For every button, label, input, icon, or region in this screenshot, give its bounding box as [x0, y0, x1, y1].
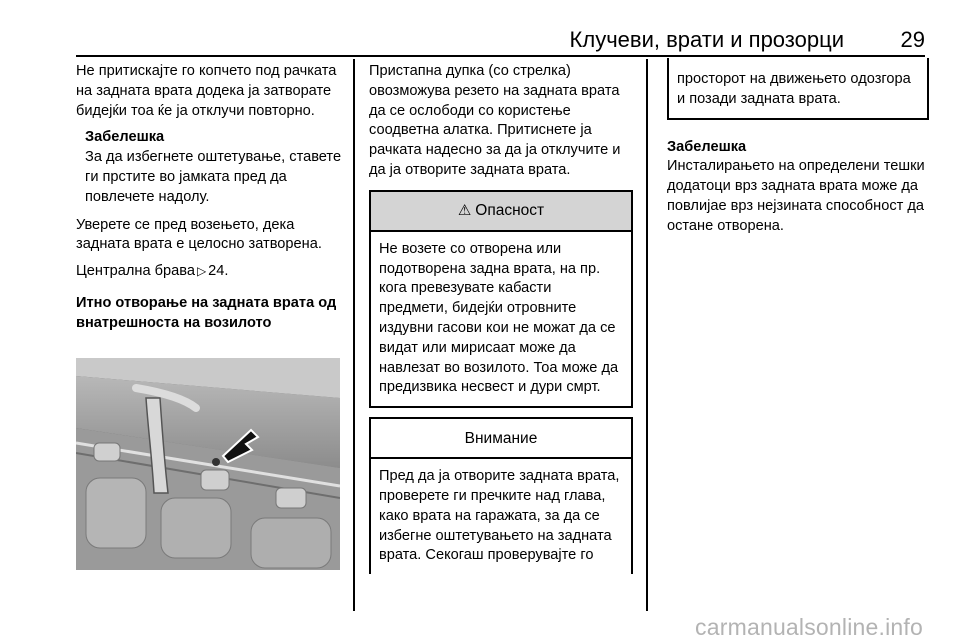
column-divider-2	[646, 59, 648, 611]
paragraph-do-not-press-button: Не притискајте го копчето под рачката на задната врата додека ја затворате бидејќи тоа ќе ја отклучи повторно.	[76, 63, 337, 119]
column-divider-1	[353, 59, 355, 611]
note-title: Забелешка	[667, 138, 747, 155]
caution-box-continued	[667, 58, 929, 120]
central-lock-reference[interactable]	[76, 262, 344, 282]
watermark: carmanualsonline.info	[695, 614, 923, 640]
note-block-accessories	[667, 138, 929, 237]
column-1	[76, 62, 344, 570]
section-heading: Итно отворање на задната врата од внатрешноста на возилото	[76, 294, 337, 331]
danger-body: Не возете со отворена или подотворена задна врата, на пр. кога превезувате кабасти предмети, бидејќи отровните издувни гасови кои не можат да се видат или мирисаат може да навлезат во возилото. Тоа може да предизвика несвест и дури смрт.	[379, 240, 619, 396]
paragraph-ensure-closed: Уверете се пред возењето, дека задната врата е целосно затворена.	[76, 216, 322, 253]
note-title: Забелешка	[85, 129, 165, 146]
central-lock-label: Централна брава	[76, 263, 195, 280]
tailgate-interior-photo	[76, 358, 340, 570]
note-text-accessories: Инсталирањето на определени тешки додатоци врз задната врата може да повлијае врз нејзината способност да остане отворена.	[667, 158, 925, 234]
danger-header	[371, 192, 631, 232]
column-2	[369, 62, 633, 574]
paragraph-access-hole: Пристапна дупка (со стрелка) овозможува резето на задната врата да се ослободи со користење соодветна алатка. Притиснете ја рачката надесно за да ја отклучите и да ја отворите задната врата.	[369, 63, 621, 178]
note-text: За да избегнете оштетување, ставете ги прстите во јамката пред да повлечете надолу.	[85, 149, 342, 205]
danger-title: Опасност	[475, 201, 545, 219]
note-block	[76, 128, 344, 207]
triangle-reference-icon: ▷	[196, 264, 207, 279]
page-title: Клучеви, врати и прозорци	[569, 27, 844, 52]
central-lock-page: 24.	[208, 263, 229, 280]
column-3	[667, 62, 929, 237]
caution-title: Внимание	[371, 419, 631, 459]
caution-body: Пред да ја отворите задната врата, проверете ги пречките над глава, како врата на гаражата, за да се избегне оштетувањето на задната врата. Секогаш проверувајте го	[379, 468, 620, 564]
page-number: 29	[900, 27, 925, 52]
header-divider	[76, 55, 925, 57]
warning-triangle-icon: ⚠	[457, 201, 472, 219]
caution-box	[369, 417, 633, 574]
caution-continued-text: просторот на движењето одозгора и позади задната врата.	[677, 71, 911, 107]
danger-box	[369, 190, 633, 408]
